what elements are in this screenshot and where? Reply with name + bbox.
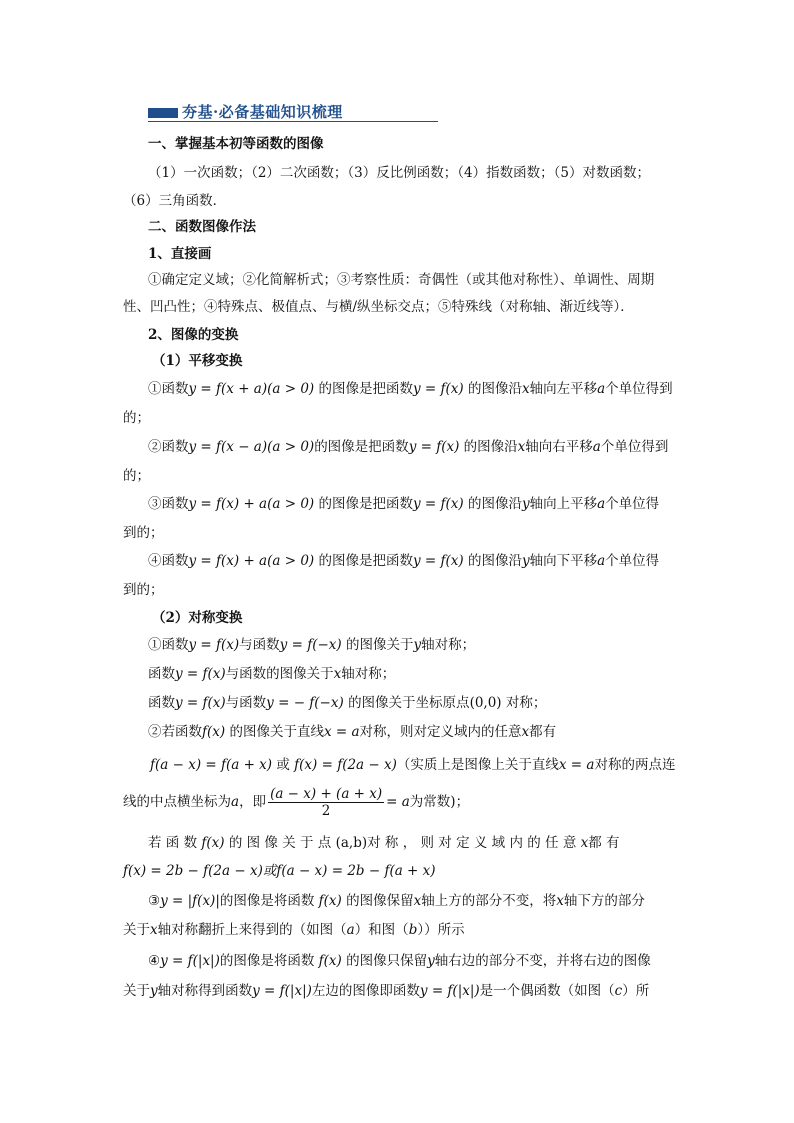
math-expression: x [333, 666, 342, 682]
math-expression: c [614, 983, 623, 999]
text-line: （1）一次函数；（2）二次函数；（3）反比例函数；（4）指数函数；（5）对数函数； [148, 165, 650, 181]
text-line: 到的； [123, 582, 164, 598]
math-expression: y [521, 553, 530, 569]
math-expression: x [517, 439, 526, 455]
text-span: 轴上方的部分不变，将 [421, 893, 557, 909]
text-span: 的图像是将函数 [219, 893, 315, 909]
math-expression: y [413, 637, 422, 653]
formula-line [148, 833, 698, 853]
text-span: 关于 [123, 983, 150, 999]
math-expression: a [231, 794, 240, 810]
formula-line [123, 786, 673, 819]
text-span: 的 图 像 关 于 点 [228, 835, 332, 851]
math-expression: y = f(x) [175, 695, 226, 711]
text-span: 的图像关于 [345, 637, 414, 653]
math-expression: y [150, 983, 158, 999]
text-span: 轴向右平移 [525, 439, 593, 455]
math-expression: x [413, 893, 422, 909]
text-span: 对称； [505, 695, 547, 711]
text-span: 为常数)； [409, 794, 470, 810]
text-span: ③ [148, 893, 161, 909]
fraction-denominator: 2 [321, 803, 331, 819]
text-span: 的图像是把函数 [314, 439, 409, 455]
text-span: 的图像沿 [467, 381, 522, 397]
subheading: （1）平移变换 [152, 353, 243, 369]
text-line: ①确定定义域；②化简解析式；③考察性质：奇偶性（或其他对称性）、单调性、周期 [148, 272, 655, 288]
text-span: 个单位得到 [605, 381, 673, 397]
math-expression: y = f(x) [412, 553, 464, 569]
text-span: 的图像关于直线 [229, 724, 324, 740]
text-span: 左边的图像即函数 [311, 983, 420, 999]
fraction [268, 786, 384, 819]
text-line: 的； [123, 410, 150, 426]
text-span: 或 [276, 757, 290, 773]
text-span: 与函数 [239, 637, 280, 653]
text-span: 是一个偶函数（如图（ [479, 983, 615, 999]
formula-line [148, 664, 698, 684]
heading-2: 二、函数图像作法 [148, 219, 256, 235]
text-span: 个单位得 [605, 496, 660, 512]
math-expression: = a [386, 794, 410, 810]
text-span: 的图像保留 [346, 893, 414, 909]
math-expression: y = f(|x|) [252, 983, 312, 999]
formula-line [148, 494, 698, 514]
math-expression: a [346, 922, 355, 938]
text-span: ））所示 [417, 922, 465, 938]
formula-line [123, 920, 673, 940]
text-span: 的图像是把函数 [318, 553, 413, 569]
math-expression: y [521, 496, 530, 512]
banner-underline [148, 121, 438, 122]
text-span: ④ [148, 953, 161, 969]
math-expression: f(x) [201, 835, 225, 851]
math-expression: y = f(−x) [279, 637, 342, 653]
math-expression: x = a [323, 724, 360, 740]
text-span: ②函数 [148, 439, 189, 455]
formula-line [123, 861, 673, 881]
text-span: 个单位得 [605, 553, 660, 569]
math-expression: y = f(x + a)(a > 0) [188, 381, 315, 397]
text-span: ③函数 [148, 496, 189, 512]
text-span: 轴对称； [341, 666, 396, 682]
math-expression: y = f(x) [188, 637, 240, 653]
text-span: 个单位得到 [600, 439, 669, 455]
math-expression: y = − f(−x) [266, 695, 344, 711]
fraction-numerator: (a − x) + (a + x) [270, 786, 383, 802]
subheading: 2、图像的变换 [148, 327, 239, 343]
math-expression: x [556, 893, 564, 909]
math-expression: a [597, 496, 606, 512]
text-span: 与函数的图像关于 [225, 666, 334, 682]
text-span: 的图像是把函数 [318, 496, 413, 512]
text-span: 的图像只保留 [346, 953, 428, 969]
math-expression: y = f(x) [175, 666, 226, 682]
text-span: 对称，则对定义域内的任意 [359, 724, 522, 740]
formula-line [148, 951, 698, 971]
formula-line [148, 437, 698, 457]
math-expression: x [521, 381, 530, 397]
math-expression: x [580, 835, 589, 851]
math-expression: y = |f(x)| [160, 893, 220, 909]
math-expression: y = f(x) [412, 496, 464, 512]
text-span: ②若函数 [148, 724, 202, 740]
math-expression: x [150, 922, 158, 938]
math-expression: x = a [558, 757, 595, 773]
math-expression: (a,b) [335, 835, 368, 851]
banner-bar-decoration [148, 108, 178, 118]
text-line: 的； [123, 468, 150, 484]
text-span: 都有 [529, 724, 557, 740]
text-span: ，即 [239, 794, 267, 810]
text-span: 函数 [148, 666, 175, 682]
text-span: 对 称 ， 则 对 定 义 域 内 的 任 意 [367, 835, 577, 851]
text-span: 函数 [148, 695, 175, 711]
text-line: 到的； [123, 525, 164, 541]
math-expression: a [597, 381, 606, 397]
heading-1: 一、掌握基本初等函数的图像 [148, 136, 324, 152]
text-span: 关于 [123, 922, 150, 938]
math-expression: f(x) [318, 893, 342, 909]
math-expression: f(x) = f(2a − x) [294, 757, 397, 773]
text-span: 轴对称； [421, 637, 476, 653]
text-span: 轴向下平移 [529, 553, 598, 569]
math-expression: y = f(x − a)(a > 0) [188, 439, 315, 455]
text-span: 的图像沿 [467, 496, 522, 512]
formula-line [148, 551, 698, 571]
math-expression: y = f(x) + a(a > 0) [188, 496, 315, 512]
text-line: （6）三角函数． [123, 193, 227, 209]
subheading: （2）对称变换 [152, 610, 243, 626]
text-span: 对称的两点连 [594, 757, 676, 773]
text-span: 轴对称翻折上来得到的（如图（ [157, 922, 347, 938]
math-expression: f(x) [202, 724, 226, 740]
text-span: 都 有 [588, 835, 620, 851]
text-span: 轴下方的部分 [563, 893, 645, 909]
text-span: 的图像沿 [463, 439, 518, 455]
math-expression: f(x) [318, 953, 342, 969]
math-expression: y = f(x) + a(a > 0) [188, 553, 315, 569]
text-span: 与函数 [225, 695, 267, 711]
math-expression: y = f(|x|) [160, 953, 220, 969]
formula-line [148, 379, 698, 399]
subheading: 1、直接画 [148, 246, 212, 262]
formula-line [148, 722, 698, 742]
text-span: 轴向上平移 [529, 496, 598, 512]
text-span: 轴右边的部分不变，并将右边的图像 [434, 953, 651, 969]
text-span: 轴向左平移 [529, 381, 598, 397]
text-span: 的图像关于坐标原点 [348, 695, 470, 711]
text-span: 的图像是把函数 [318, 381, 413, 397]
formula-line [148, 635, 698, 655]
banner-title: 夯基·必备基础知识梳理 [182, 103, 343, 121]
text-line: 性、凹凸性；④特殊点、极值点、与横/纵坐标交点；⑤特殊线（对称轴、渐近线等）． [123, 299, 634, 315]
formula-line [123, 981, 673, 1001]
math-expression: y = f(|x|) [419, 983, 480, 999]
text-span: ）和图（ [354, 922, 409, 938]
math-expression: f(a − x) = f(a + x) [150, 757, 273, 773]
text-span: 的图像沿 [467, 553, 522, 569]
text-span: ）所 [622, 983, 650, 999]
section-banner [148, 100, 438, 124]
math-expression: y = f(x) [412, 381, 464, 397]
text-span: 的图像是将函数 [219, 953, 315, 969]
text-span: ④函数 [148, 553, 189, 569]
text-span: 若 函 数 [148, 835, 198, 851]
formula-line [148, 693, 698, 713]
text-span: 轴对称得到函数 [157, 983, 253, 999]
text-span: 线的中点横坐标为 [123, 794, 231, 810]
math-expression: a [597, 553, 606, 569]
text-span: ①函数 [148, 381, 189, 397]
math-expression: b [408, 922, 418, 938]
math-expression: (0,0) [469, 695, 502, 711]
text-span: （实质上是图像上关于直线 [396, 757, 559, 773]
text-span: ①函数 [148, 637, 189, 653]
math-expression: y [427, 953, 435, 969]
math-expression: f(x) = 2b − f(2a − x)或f(a − x) = 2b − f(a + x) [123, 863, 436, 879]
math-expression: x [521, 724, 530, 740]
math-expression: y = f(x) [408, 439, 460, 455]
formula-line [148, 891, 698, 911]
math-expression: a [592, 439, 601, 455]
formula-line [150, 755, 700, 775]
